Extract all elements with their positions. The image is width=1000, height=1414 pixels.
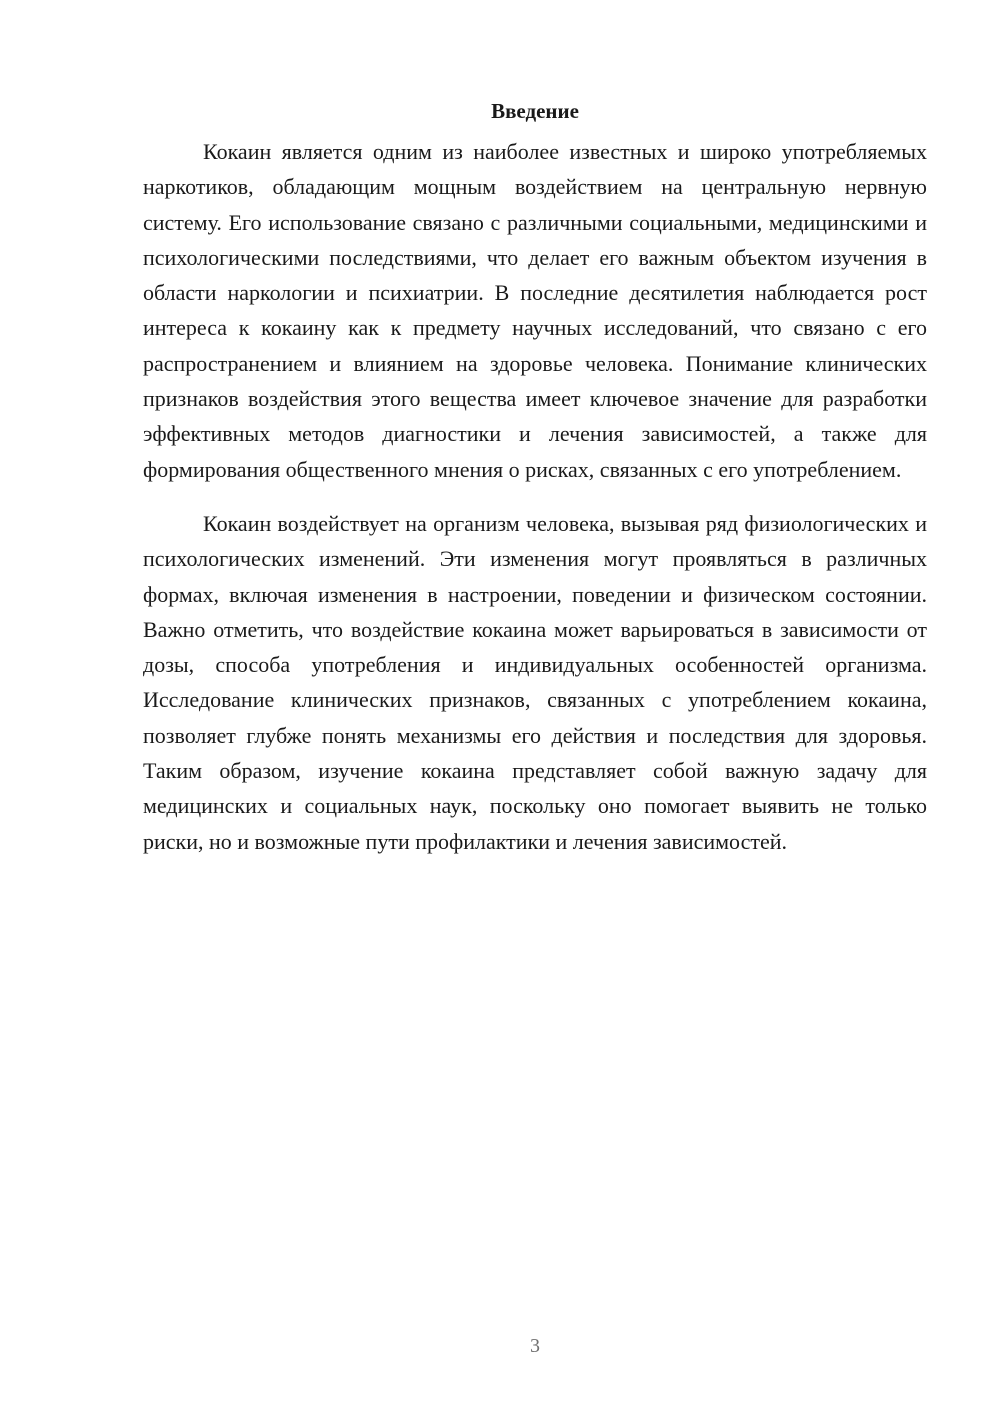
page-content [143, 96, 927, 859]
paragraph-2: Кокаин воздействует на организм человека, вызывая ряд физиологических и психологических изменений. Эти изменения могут проявляться в различных формах, включая изменения в настроении, поведении и физическом состоянии. Важно отметить, что воздействие кокаина может варьироваться в зависимости от дозы, способа употребления и индивидуальных особенностей организма. Исследование клинических признаков, связанных с употреблением кокаина, позволяет глубже понять механизмы его действия и последствия для здоровья. Таким образом, изучение кокаина представляет собой важную задачу для медицинских и социальных наук, поскольку оно помогает выявить не только риски, но и возможные пути профилактики и лечения зависимостей. [143, 510, 927, 854]
paragraph-1: Кокаин является одним из наиболее известных и широко употребляемых наркотиков, обладающим мощным воздействием на центральную нервную систему. Его использование связано с различными социальными, медицинскими и психологическими последствиями, что делает его важным объектом изучения в области наркологии и психиатрии. В последние десятилетия наблюдается рост интереса к кокаину как к предмету научных исследований, что связано с его распространением и влиянием на здоровье человека. Понимание клинических признаков воздействия этого вещества имеет ключевое значение для разработки эффективных методов диагностики и лечения зависимостей, а также для формирования общественного мнения о рисках, связанных с его употреблением. [143, 139, 927, 482]
page-number: 3 [530, 1335, 540, 1357]
section-heading: Введение [491, 99, 579, 123]
